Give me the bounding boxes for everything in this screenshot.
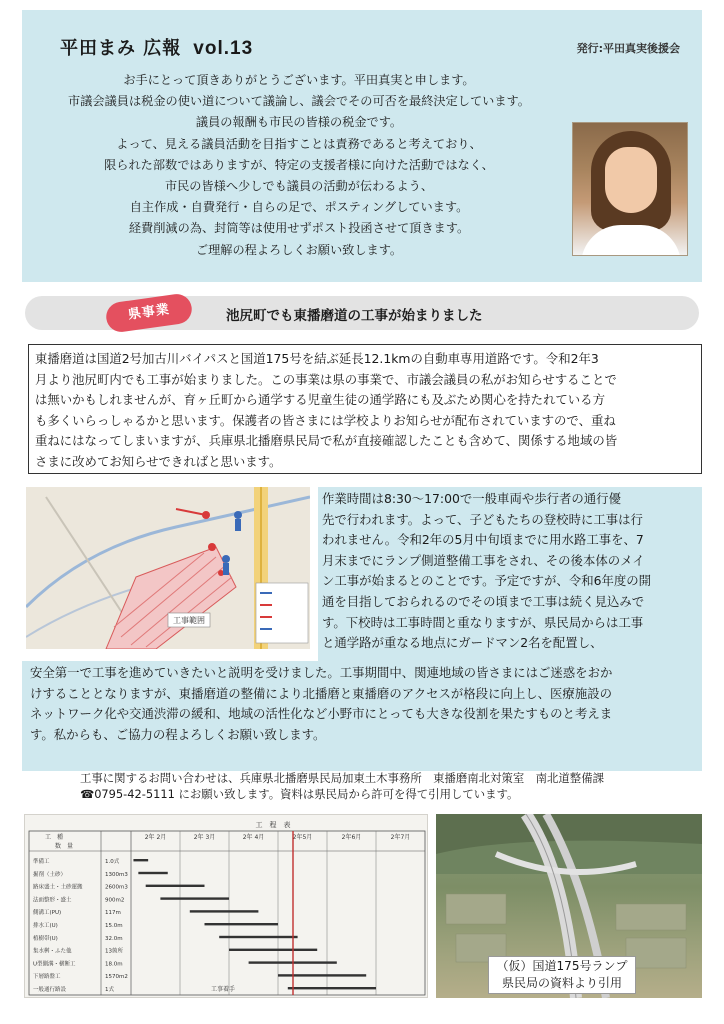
contact-line: 工事に関するお問い合わせは、兵庫県北播磨県民局加東土木事務所 東播磨南北対策室 南北道整備課 bbox=[80, 771, 604, 785]
schedule-bar bbox=[229, 949, 317, 951]
para-line: 作業時間は8:30～17:00で一般車両や歩行者の通行優 bbox=[322, 491, 621, 506]
schedule-month-label: 2年 4月 bbox=[242, 834, 265, 841]
schedule-bar bbox=[133, 859, 148, 861]
schedule-row-qty: 2600m3 bbox=[105, 884, 128, 891]
schedule-bar bbox=[160, 897, 229, 899]
map-drawing bbox=[26, 487, 310, 649]
construction-map bbox=[26, 487, 310, 649]
schedule-row-qty: 1300m3 bbox=[105, 871, 128, 878]
intro-line: 限られた部数ではありますが、特定の支援者様に向けた活動ではなく、 bbox=[104, 157, 494, 172]
schedule-row-name: 集水桝・ふた他 bbox=[33, 948, 72, 955]
contact-phone-line: ☎0795-42-5111 にお願い致します。資料は県民局から許可を得て引用しています。 bbox=[80, 787, 519, 801]
aerial-caption bbox=[488, 956, 636, 994]
portrait-shirt bbox=[581, 225, 681, 256]
schedule-month-label: 2年 3月 bbox=[193, 834, 216, 841]
intro-line: ご理解の程よろしくお願い致します。 bbox=[195, 242, 403, 257]
portrait-face bbox=[605, 147, 657, 213]
intro-line: 経費削減の為、封筒等は使用せずポスト投函させて頂きます。 bbox=[128, 221, 470, 236]
para-line: も多くいらっしゃるかと思います。保護者の皆さまには学校よりお知らせが配布されていますので、重ね bbox=[35, 412, 616, 428]
para-line: は無いかもしれませんが、育ヶ丘町から通学する児童生徒の通学路にも及ぶため関心を持たれている方 bbox=[35, 392, 605, 408]
intro-message bbox=[34, 70, 564, 261]
schedule-row-qty: 117m bbox=[105, 910, 121, 917]
schedule-marker: 工事着手 bbox=[211, 986, 236, 993]
schedule-bar bbox=[190, 910, 259, 912]
schedule-bar bbox=[205, 923, 279, 925]
schedule-row-name: 下層路盤工 bbox=[33, 974, 61, 981]
para-line: ン工事が始まるとのことです。予定ですが、令和6年度の開 bbox=[322, 573, 652, 589]
schedule-rows bbox=[33, 857, 376, 993]
schedule-month-label: 2年7月 bbox=[390, 834, 411, 841]
schedule-bar bbox=[219, 936, 297, 938]
aerial-caption-line: 県民局の資料より引用 bbox=[501, 976, 622, 990]
schedule-header-work: 工 種 bbox=[45, 834, 64, 841]
schedule-row-qty: 900m2 bbox=[105, 897, 125, 904]
intro-line: 市議会議員は税金の使い道について議論し、議会でその可否を最終決定しています。 bbox=[68, 94, 530, 109]
intro-line: 自主作成・自費発行・自らの足で、ポスティングしています。 bbox=[129, 200, 469, 215]
schedule-bar bbox=[288, 987, 376, 989]
intro-line: 議員の報酬も市民の皆様の税金です。 bbox=[195, 115, 403, 130]
schedule-month-label: 2年5月 bbox=[292, 834, 313, 841]
para-line: 東播磨道は国道2号加古川バイパスと国道175号を結ぶ延長12.1kmの自動車専用道路です。令和2年3 bbox=[35, 351, 599, 366]
para-line: す。下校時は工事時間と重なりますが、県民局からは工事 bbox=[322, 614, 644, 630]
schedule-row-name: 排水工(U) bbox=[33, 923, 58, 929]
schedule-row-name: 一般通行路設 bbox=[33, 987, 67, 993]
intro-line: 市民の皆様へ少しでも議員の活動が伝わるよう、 bbox=[164, 179, 434, 194]
schedule-title: 工 程 表 bbox=[255, 821, 291, 829]
schedule-row-qty: 15.0m bbox=[105, 923, 123, 929]
para-line: 安全第一で工事を進めていきたいと説明を受けました。工事期間中、関連地域の皆さまにはご迷惑をおか bbox=[30, 665, 613, 680]
schedule-month-label: 2年 2月 bbox=[144, 834, 167, 841]
volume-number: vol.13 bbox=[193, 38, 254, 59]
schedule-row-qty: 1式 bbox=[105, 987, 114, 993]
para-line: さまに改めてお知らせできればと思います。 bbox=[35, 453, 282, 469]
schedule-row-name: 路床盛土・土砂運搬 bbox=[33, 884, 83, 891]
para-line: けすることとなりますが、東播磨道の整備により北播磨と東播磨のアクセスが格段に向上し、医療施設の bbox=[30, 685, 612, 701]
para-line: 月末までにランプ側道整備工事をされ、その後本体のメイ bbox=[322, 552, 645, 568]
schedule-months bbox=[131, 831, 410, 995]
schedule-row-qty: 13箇所 bbox=[105, 948, 123, 955]
schedule-row-qty: 1570m2 bbox=[105, 974, 128, 981]
work-hours-paragraph bbox=[318, 487, 702, 661]
schedule-row-name: 側溝工(PU) bbox=[33, 910, 62, 917]
section-tag: 県事業 bbox=[104, 292, 193, 334]
schedule-row-qty: 1.0式 bbox=[105, 859, 120, 865]
intro-line: よって、見える議員活動を目指すことは責務であると考えており、 bbox=[116, 136, 482, 151]
section-title: 池尻町でも東播磨道の工事が始まりました bbox=[226, 308, 483, 324]
para-line: われません。令和2年の5月中旬頃までに用水路工事を、7 bbox=[322, 532, 644, 548]
para-line: と通学路が重なる地点にガードマン2名を配置し、 bbox=[322, 635, 603, 651]
para-line: 重ねにはなってしまいますが、兵庫県北播磨県民局で私が直接確認したことも含めて、関係する地域の皆 bbox=[35, 433, 618, 449]
publisher: 発行:平田真実後援会 bbox=[576, 42, 680, 55]
newsletter-title bbox=[60, 34, 253, 60]
para-line: 月より池尻町内でも工事が始まりました。この事業は県の事業で、市議会議員の私がお知らせすることで bbox=[35, 371, 617, 387]
schedule-table-photo bbox=[24, 814, 428, 998]
para-line: す。私からも、ご協力の程よろしくお願い致します。 bbox=[30, 726, 326, 742]
schedule-bar bbox=[146, 885, 205, 887]
article-intro-paragraph bbox=[28, 344, 702, 474]
schedule-row-name: 掘削（土砂） bbox=[33, 871, 67, 878]
schedule-drawing bbox=[25, 815, 428, 998]
aerial-photo bbox=[436, 814, 702, 998]
safety-paragraph bbox=[22, 661, 702, 771]
schedule-row-name: 準備工 bbox=[33, 859, 50, 865]
para-line: ネットワーク化や交通渋滞の緩和、地域の活性化など小野市にとっても大きな役割を果たすものと考えま bbox=[30, 706, 613, 722]
contact-info bbox=[80, 770, 680, 802]
para-line: 先で行われます。よって、子どもたちの登校時に工事は行 bbox=[322, 511, 643, 527]
para-line: 通を目指しておられるのでその頃まで工事は続く見込みで bbox=[322, 593, 645, 609]
intro-line: お手にとって頂きありがとうございます。平田真実と申します。 bbox=[123, 73, 475, 87]
schedule-row-qty: 32.0m bbox=[105, 935, 123, 942]
schedule-row-name: 植樹帯(U) bbox=[33, 935, 58, 942]
schedule-row-qty: 18.0m bbox=[105, 961, 123, 968]
aerial-caption-line: （仮）国道175号ランプ bbox=[496, 959, 628, 973]
schedule-row-name: 法面整形・盛土 bbox=[33, 897, 72, 904]
schedule-row-name: U型側溝・横断工 bbox=[33, 961, 76, 968]
map-label-construction: 工事範囲 bbox=[173, 616, 205, 625]
schedule-bar bbox=[138, 872, 167, 874]
schedule-bar bbox=[278, 974, 366, 976]
title-text: 平田まみ 広報 bbox=[60, 38, 182, 59]
portrait-photo bbox=[572, 122, 688, 256]
schedule-month-label: 2年6月 bbox=[341, 834, 362, 841]
schedule-header-qty: 数 量 bbox=[55, 843, 74, 850]
